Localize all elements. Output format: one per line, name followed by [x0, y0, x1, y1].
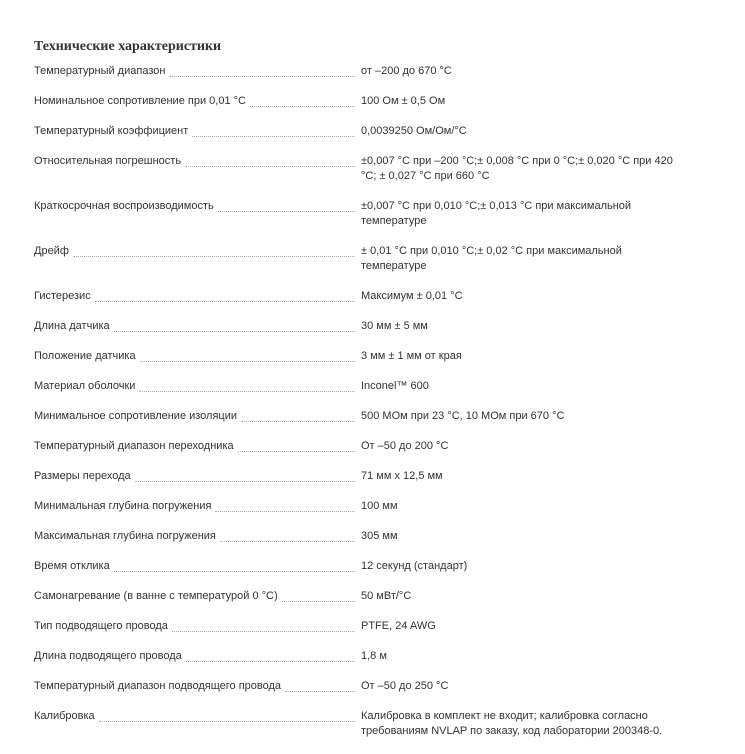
dotted-leader — [215, 499, 355, 512]
spec-row — [34, 619, 714, 634]
spec-label: Самонагревание (в ванне с температурой 0 °C) — [34, 589, 282, 604]
spec-label: Температурный коэффициент — [34, 124, 192, 139]
dotted-leader — [282, 589, 355, 602]
spec-value: Калибровка в комплект не входит; калибровка согласно требованиям NVLAP по заказу, код лаборатории 200348-0. — [361, 710, 663, 737]
spec-row — [34, 709, 714, 739]
spec-value: От –50 до 200 °C — [361, 440, 449, 452]
spec-label-cell — [34, 709, 357, 724]
spec-row — [34, 439, 714, 454]
spec-label: Материал оболочки — [34, 379, 139, 394]
spec-label-cell — [34, 409, 357, 424]
dotted-leader — [220, 529, 355, 542]
section-title: Технические характеристики — [34, 39, 222, 54]
spec-label: Размеры перехода — [34, 469, 135, 484]
spec-value: от –200 до 670 °C — [361, 65, 452, 77]
spec-label-cell — [34, 619, 357, 634]
dotted-leader — [135, 469, 355, 482]
spec-label: Положение датчика — [34, 349, 140, 364]
dotted-leader — [172, 619, 355, 632]
spec-label-cell — [34, 589, 357, 604]
dotted-leader — [238, 439, 355, 452]
spec-row — [34, 64, 714, 79]
dotted-leader — [114, 559, 355, 572]
spec-label-cell — [34, 199, 357, 214]
spec-label-cell — [34, 94, 357, 109]
spec-label-cell — [34, 499, 357, 514]
spec-label-cell — [34, 244, 357, 259]
spec-label: Тип подводящего провода — [34, 619, 172, 634]
spec-row — [34, 379, 714, 394]
dotted-leader — [285, 679, 355, 692]
spec-row — [34, 94, 714, 109]
spec-label: Гистерезис — [34, 289, 95, 304]
spec-value: 30 мм ± 5 мм — [361, 320, 428, 332]
spec-row — [34, 289, 714, 304]
spec-label: Длина датчика — [34, 319, 114, 334]
spec-label: Относительная погрешность — [34, 154, 185, 169]
spec-label: Температурный диапазон подводящего провода — [34, 679, 285, 694]
spec-row — [34, 319, 714, 334]
spec-value: 305 мм — [361, 530, 398, 542]
spec-label-cell — [34, 679, 357, 694]
spec-row — [34, 559, 714, 574]
spec-label-cell — [34, 319, 357, 334]
dotted-leader — [218, 199, 355, 212]
spec-value: Inconel™ 600 — [361, 380, 429, 392]
spec-label: Длина подводящего провода — [34, 649, 186, 664]
spec-row — [34, 154, 714, 184]
dotted-leader — [99, 709, 355, 722]
spec-label: Минимальное сопротивление изоляции — [34, 409, 241, 424]
spec-row — [34, 649, 714, 664]
dotted-leader — [114, 319, 355, 332]
spec-value: 3 мм ± 1 мм от края — [361, 350, 462, 362]
spec-label: Номинальное сопротивление при 0,01 °C — [34, 94, 250, 109]
dotted-leader — [73, 244, 355, 257]
spec-label-cell — [34, 379, 357, 394]
spec-row — [34, 409, 714, 424]
dotted-leader — [95, 289, 355, 302]
spec-label: Температурный диапазон переходника — [34, 439, 238, 454]
spec-label: Минимальная глубина погружения — [34, 499, 215, 514]
spec-label: Температурный диапазон — [34, 64, 169, 79]
spec-label-cell — [34, 439, 357, 454]
dotted-leader — [192, 124, 355, 137]
dotted-leader — [169, 64, 355, 77]
spec-row — [34, 244, 714, 274]
spec-label-cell — [34, 559, 357, 574]
spec-value: 12 секунд (стандарт) — [361, 560, 468, 572]
spec-value: 50 мВт/°C — [361, 590, 412, 602]
spec-value: Максимум ± 0,01 °C — [361, 290, 463, 302]
spec-value: ±0,007 °C при 0,010 °C;± 0,013 °C при максимальной температуре — [361, 200, 632, 227]
spec-label-cell — [34, 64, 357, 79]
dotted-leader — [241, 409, 355, 422]
spec-label-cell — [34, 124, 357, 139]
spec-label: Время отклика — [34, 559, 114, 574]
spec-value: ±0,007 °C при –200 °C;± 0,008 °C при 0 °C;± 0,020 °C при 420 °C; ± 0,027 °C при 660 °C — [361, 155, 673, 182]
spec-section — [34, 38, 714, 754]
spec-row — [34, 499, 714, 514]
dotted-leader — [250, 94, 355, 107]
spec-value: 0,0039250 Ом/Ом/°C — [361, 125, 467, 137]
spec-value: 500 МОм при 23 °C, 10 МОм при 670 °C — [361, 410, 565, 422]
spec-table — [34, 64, 714, 739]
dotted-leader — [140, 349, 355, 362]
dotted-leader — [185, 154, 355, 167]
spec-label-cell — [34, 469, 357, 484]
spec-row — [34, 679, 714, 694]
dotted-leader — [186, 649, 355, 662]
spec-label: Максимальная глубина погружения — [34, 529, 220, 544]
spec-label-cell — [34, 349, 357, 364]
spec-value: PTFE, 24 AWG — [361, 620, 436, 632]
spec-label: Краткосрочная воспроизводимость — [34, 199, 218, 214]
spec-row — [34, 124, 714, 139]
spec-row — [34, 199, 714, 229]
dotted-leader — [139, 379, 355, 392]
spec-label-cell — [34, 154, 357, 169]
spec-row — [34, 589, 714, 604]
spec-label: Дрейф — [34, 244, 73, 259]
spec-label-cell — [34, 529, 357, 544]
spec-label: Калибровка — [34, 709, 99, 724]
spec-value: 71 мм x 12,5 мм — [361, 470, 443, 482]
spec-value: От –50 до 250 °C — [361, 680, 449, 692]
spec-row — [34, 349, 714, 364]
spec-row — [34, 469, 714, 484]
spec-row — [34, 529, 714, 544]
spec-label-cell — [34, 289, 357, 304]
spec-value: ± 0,01 °C при 0,010 °C;± 0,02 °C при максимальной температуре — [361, 245, 622, 272]
spec-value: 100 мм — [361, 500, 398, 512]
spec-value: 100 Ом ± 0,5 Ом — [361, 95, 446, 107]
spec-label-cell — [34, 649, 357, 664]
spec-value: 1,8 м — [361, 650, 387, 662]
